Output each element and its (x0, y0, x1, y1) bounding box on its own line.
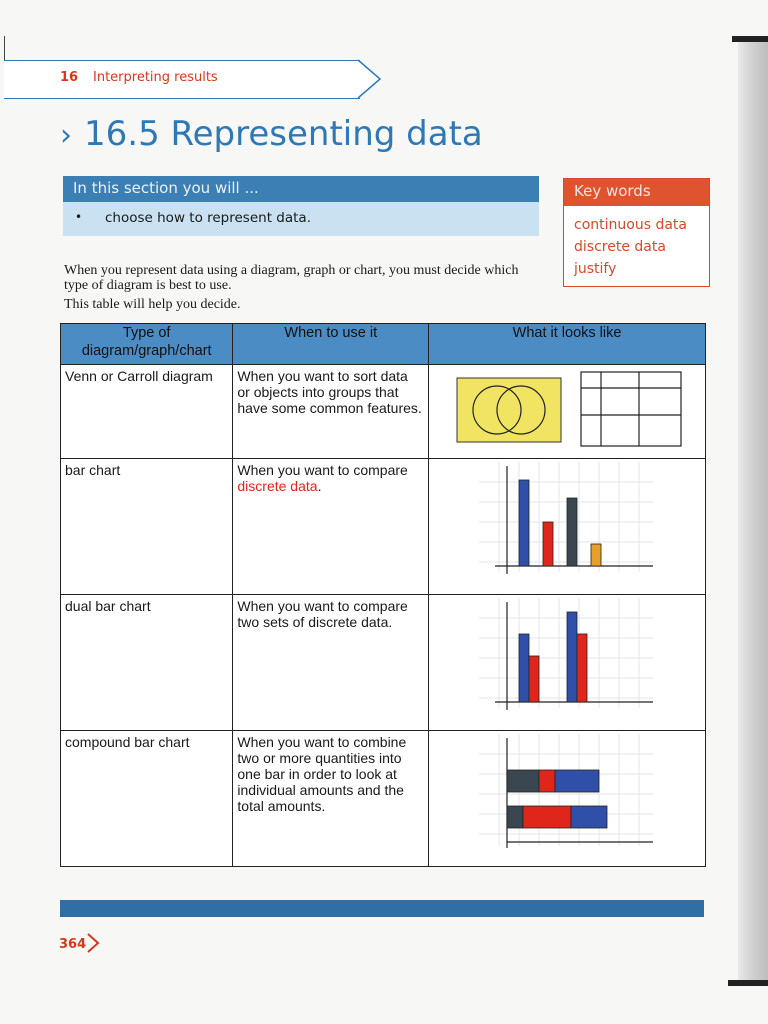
type-cell: Venn or Carroll diagram (61, 365, 233, 459)
key-words-box (563, 178, 710, 287)
compound-bar-chart-illustration (433, 734, 695, 860)
example-cell (429, 365, 706, 459)
bar-dark (567, 498, 577, 566)
key-word-item: discrete data (574, 239, 666, 255)
key-words-list (574, 214, 709, 280)
table-row (61, 731, 706, 867)
when-cell: When you want to sort data or objects into groups that have some common features. (233, 365, 429, 459)
segment-red (523, 806, 571, 828)
chevron-right-icon: › (60, 118, 72, 153)
example-cell (429, 731, 706, 867)
in-this-section-title: In this section you will ... (63, 176, 539, 202)
intro-paragraph: When you represent data using a diagram, graph or chart, you must decide which type of diagram is best to use. (64, 263, 519, 293)
chapter-title: Interpreting results (93, 70, 218, 85)
bar-red (529, 656, 539, 702)
in-this-section-item: choose how to represent data. (105, 210, 311, 226)
when-text: . (317, 478, 322, 494)
segment-blue (555, 770, 599, 792)
when-cell: When you want to combine two or more quantities into one bar in order to look at individual amounts and the total amounts. (233, 731, 429, 867)
intro-text (64, 263, 534, 316)
section-title: 16.5 Representing data (84, 114, 483, 154)
example-cell (429, 459, 706, 595)
segment-dark (507, 770, 539, 792)
bar-blue (567, 612, 577, 702)
carroll-diagram (581, 372, 681, 446)
table-header: When to use it (233, 324, 429, 365)
table-header: Type of diagram/graph/chart (61, 324, 233, 365)
grid-lines (479, 598, 653, 708)
table-row (61, 365, 706, 459)
segment-blue (571, 806, 607, 828)
segment-dark (507, 806, 523, 828)
when-cell (233, 459, 429, 595)
bar-chart-illustration (433, 462, 695, 588)
table-header-row (61, 324, 706, 365)
table-row (61, 459, 706, 595)
venn-carroll-illustration (433, 368, 695, 452)
key-word-item: justify (574, 261, 617, 277)
bar-blue (519, 480, 529, 566)
footer-bar (60, 900, 704, 917)
dual-bar-chart-illustration (433, 598, 695, 724)
intro-paragraph: This table will help you decide. (64, 297, 241, 312)
bar-orange (591, 544, 601, 566)
bar-red (577, 634, 587, 702)
chapter-number: 16 (60, 70, 79, 85)
when-text: When you want to compare (237, 462, 408, 478)
table-row (61, 595, 706, 731)
key-word-item: continuous data (574, 217, 687, 233)
key-words-title: Key words (564, 179, 709, 206)
type-cell: compound bar chart (61, 731, 233, 867)
type-cell: dual bar chart (61, 595, 233, 731)
table-header: What it looks like (429, 324, 706, 365)
next-page-arrow-icon (86, 932, 100, 954)
type-cell: bar chart (61, 459, 233, 595)
diagram-types-table (60, 323, 706, 867)
section-heading (60, 114, 483, 154)
grid-lines (479, 462, 653, 572)
segment-red (539, 770, 555, 792)
page-number: 364 (59, 937, 87, 952)
example-cell (429, 595, 706, 731)
bar-red (543, 522, 553, 566)
page-edge-top (732, 36, 768, 42)
page-gutter (738, 36, 768, 986)
page-edge-bottom (728, 980, 768, 986)
bar-blue (519, 634, 529, 702)
when-cell: When you want to compare two sets of discrete data. (233, 595, 429, 731)
bullet-icon: • (75, 210, 83, 224)
key-term-highlight: discrete data (237, 478, 318, 494)
chapter-tab-arrow-icon (358, 59, 382, 99)
in-this-section-box (63, 176, 539, 236)
in-this-section-body (63, 202, 539, 236)
